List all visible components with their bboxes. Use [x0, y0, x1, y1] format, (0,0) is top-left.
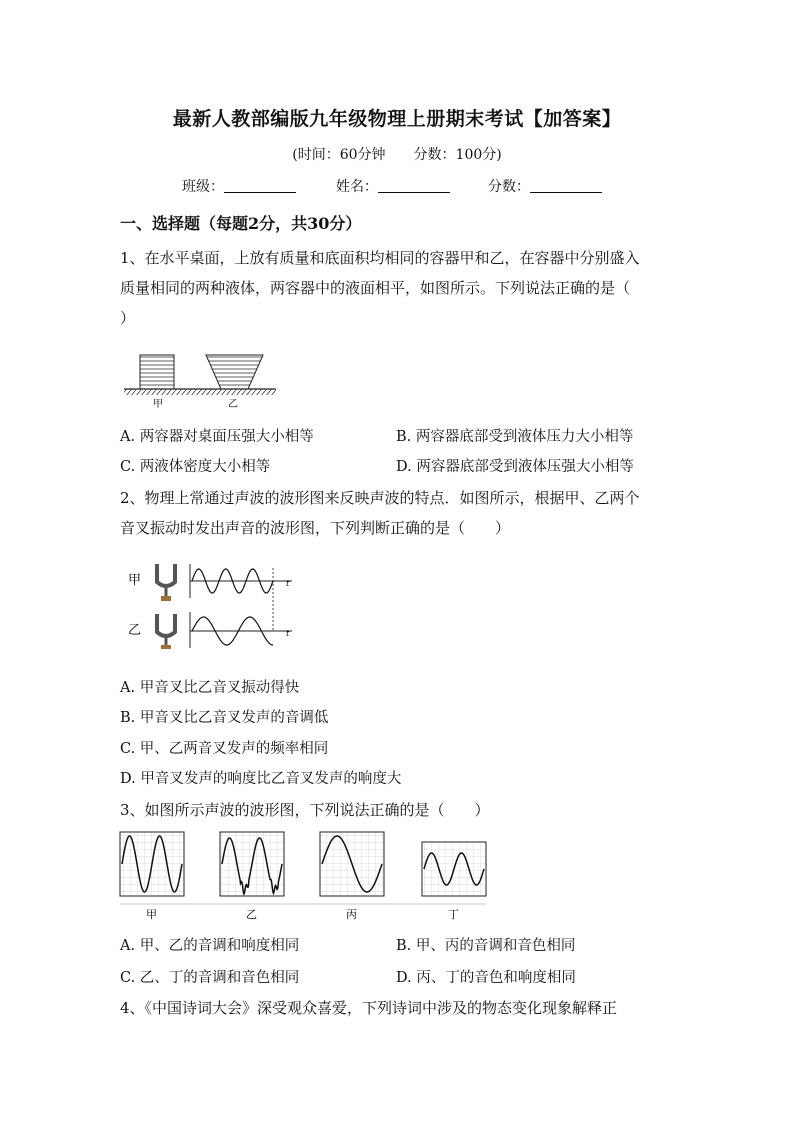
tuning-fork-yi-icon	[157, 614, 175, 649]
class-field	[182, 176, 296, 196]
score-blank	[530, 178, 602, 193]
q1-fig-label-yi: 乙	[228, 399, 238, 410]
q3-panel-yi	[220, 832, 284, 896]
q3-panel-jia	[120, 832, 184, 896]
class-label: 班级：	[182, 179, 224, 195]
q2-option-a[interactable]: A. 甲音叉比乙音叉振动得快	[120, 680, 300, 696]
q1-fig-label-jia: 甲	[153, 399, 163, 410]
q1-line2: 质量相同的两种液体，两容器中的液面相平，如图所示。下列说法正确的是（	[120, 279, 631, 297]
q1-line3: ）	[120, 309, 136, 327]
name-blank	[378, 178, 450, 193]
q3-fig-label-ding: 丁	[448, 908, 459, 921]
q3-line1: 3、如图所示声波的波形图，下列说法正确的是（ ）	[120, 801, 490, 819]
q3-fig-label-jia: 甲	[146, 908, 157, 921]
q4-line1: 4、《中国诗词大会》深受观众喜爱，下列诗词中涉及的物态变化现象解释正	[120, 999, 618, 1017]
table-hatch	[124, 389, 276, 395]
q2-fig-label-jia: 甲	[128, 573, 142, 588]
q2-line2: 音叉振动时发出声音的波形图，下列判断正确的是（ ）	[120, 519, 511, 537]
q2-axis-t-jia: t	[286, 579, 290, 588]
q3-waveform-figure	[116, 828, 496, 924]
q2-fig-label-yi: 乙	[128, 623, 142, 638]
q2-option-d[interactable]: D. 甲音叉发声的响度比乙音叉发声的响度大	[120, 771, 402, 787]
q1-option-c[interactable]: C. 两液体密度大小相等	[120, 459, 271, 475]
score-field	[488, 176, 602, 196]
q2-option-b[interactable]: B. 甲音叉比乙音叉发声的音调低	[120, 710, 329, 726]
q1-option-a[interactable]: A. 两容器对桌面压强大小相等	[120, 429, 314, 445]
q1-container-figure	[120, 343, 280, 413]
q2-line1: 2、物理上常通过声波的波形图来反映声波的特点．如图所示，根据甲、乙两个	[120, 489, 640, 507]
exam-title: 最新人教部编版九年级物理上册期末考试【加答案】	[172, 108, 622, 130]
q3-option-a[interactable]: A. 甲、乙的音调和响度相同	[120, 938, 300, 954]
section-heading: 一、选择题（每题2分，共30分）	[120, 214, 362, 233]
tuning-fork-jia-icon	[157, 564, 175, 601]
name-label: 姓名：	[336, 179, 378, 195]
class-blank	[224, 178, 296, 193]
container-yi	[206, 355, 263, 389]
q3-fig-label-bing: 丙	[346, 908, 357, 921]
q3-option-d[interactable]: D. 丙、丁的音色和响度相同	[396, 970, 576, 986]
q1-option-d[interactable]: D. 两容器底部受到液体压强大小相等	[396, 459, 634, 475]
q3-panel-ding	[422, 842, 486, 896]
q2-option-c[interactable]: C. 甲、乙两音叉发声的频率相同	[120, 741, 329, 757]
exam-subtitle: (时间：60分钟 分数：100分)	[292, 147, 502, 163]
q2-axis-t-yi: t	[286, 629, 290, 638]
q2-tuning-fork-figure	[124, 558, 304, 650]
score-label: 分数：	[488, 179, 530, 195]
q1-line1: 1、在水平桌面，上放有质量和底面积均相同的容器甲和乙，在容器中分别盛入	[120, 249, 640, 267]
q3-panel-bing	[320, 832, 384, 896]
container-jia	[140, 355, 174, 389]
q3-option-c[interactable]: C. 乙、丁的音调和音色相同	[120, 970, 300, 986]
q3-fig-label-yi: 乙	[246, 908, 257, 921]
q1-option-b[interactable]: B. 两容器底部受到液体压力大小相等	[396, 429, 634, 445]
q3-option-b[interactable]: B. 甲、丙的音调和音色相同	[396, 938, 576, 954]
name-field	[336, 176, 450, 196]
